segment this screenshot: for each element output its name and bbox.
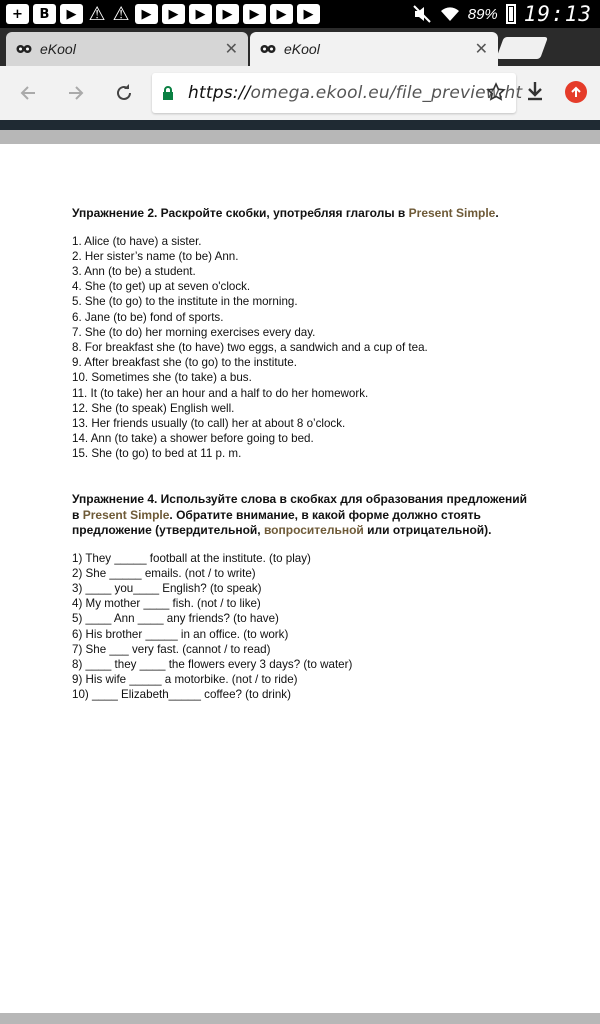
url-text[interactable] — [188, 83, 523, 103]
list-item: 15. She (to go) to bed at 11 p. m. — [72, 447, 242, 461]
youtube-icon: ▶ — [216, 4, 239, 24]
reload-button[interactable] — [110, 79, 138, 107]
address-bar[interactable] — [152, 73, 523, 113]
exercise-2-list — [72, 234, 552, 462]
title-text: или отрицательной). — [363, 523, 492, 537]
title-line-2 — [72, 508, 552, 524]
list-item: 4. She (to get) up at seven o'clock. — [72, 280, 251, 294]
viewer-bottom-margin — [0, 1013, 600, 1024]
title-line-1: Упражнение 4. Используйте слова в скобках для образования предложений — [72, 492, 528, 506]
youtube-icon: ▶ — [135, 4, 158, 24]
viewer-top-margin — [0, 130, 600, 144]
list-item: 7. She (to do) her morning exercises every day. — [72, 325, 316, 339]
new-tab-button[interactable] — [496, 37, 548, 59]
title-highlight: Present Simple — [82, 507, 170, 522]
exercise-4 — [72, 492, 552, 703]
title-suffix: . — [495, 206, 499, 220]
title-text: Упражнение 2. Раскройте скобки, употребляя глаголы в — [72, 206, 409, 220]
viewer-top-bar — [0, 120, 600, 130]
arrow-right-icon — [66, 83, 86, 103]
title-highlight: вопросительной — [263, 523, 364, 537]
youtube-icon: ▶ — [297, 4, 320, 24]
ekool-favicon-icon — [260, 42, 276, 56]
list-item: 10) ____ Elizabeth_____ coffee? (to drink) — [72, 688, 291, 702]
list-item: 1) They _____ football at the institute. (to play) — [72, 551, 311, 565]
list-item: 7) She ___ very fast. (cannot / to read) — [72, 642, 271, 656]
close-icon[interactable]: ✕ — [224, 41, 238, 58]
close-icon[interactable]: ✕ — [474, 41, 488, 58]
list-item: 5. She (to go) to the institute in the morning. — [72, 295, 298, 309]
arrow-left-icon — [18, 83, 38, 103]
vk-icon: B — [33, 4, 56, 24]
list-item: 2. Her sister’s name (to be) Ann. — [72, 249, 239, 263]
list-item: 14. Ann (to take) a shower before going to bed. — [72, 432, 314, 446]
exercise-4-list — [72, 551, 552, 703]
back-button[interactable] — [14, 79, 42, 107]
youtube-icon: ▶ — [270, 4, 293, 24]
title-text: в — [72, 507, 83, 522]
list-item: 11. It (to take) her an hour and a half to do her homework. — [72, 386, 369, 400]
exercise-2-title — [72, 206, 552, 222]
list-item: 13. Her friends usually (to call) her at about 8 o’clock. — [72, 416, 346, 430]
title-line-3 — [72, 523, 552, 539]
warning-icon: ⚠ — [88, 3, 106, 25]
tab-ekool-2[interactable] — [250, 32, 498, 66]
status-bar — [0, 0, 600, 28]
battery-icon — [506, 4, 516, 24]
notification-icons — [6, 4, 320, 24]
title-text: предложение (утвердительной, — [72, 523, 264, 537]
list-item: 2) She _____ emails. (not / to write) — [72, 566, 256, 580]
youtube-icon: ▶ — [243, 4, 266, 24]
warning-icon: ⚠ — [112, 3, 130, 25]
list-item: 6. Jane (to be) fond of sports. — [72, 310, 224, 324]
tab-strip — [0, 28, 600, 66]
exercise-4-title — [72, 492, 552, 539]
list-item: 10. Sometimes she (to take) a bus. — [72, 371, 252, 385]
reload-icon — [114, 83, 134, 103]
list-item: 3) ____ you____ English? (to speak) — [72, 581, 262, 595]
ekool-favicon-icon — [16, 42, 32, 56]
title-highlight: Present Simple — [408, 206, 496, 220]
youtube-icon: ▶ — [162, 4, 185, 24]
list-item: 8) ____ they ____ the flowers every 3 days? (to water) — [72, 657, 353, 671]
list-item: 1. Alice (to have) a sister. — [72, 234, 202, 248]
bookmark-star-icon[interactable] — [486, 82, 506, 107]
youtube-icon: ▶ — [60, 4, 83, 24]
exercise-2 — [72, 206, 552, 462]
lock-icon[interactable] — [162, 86, 176, 100]
tab-ekool-1[interactable] — [6, 32, 248, 66]
mute-icon — [412, 4, 432, 24]
title-text: . Обратите внимание, в какой форме должно стоять — [169, 507, 481, 522]
download-icon[interactable] — [524, 79, 546, 108]
list-item: 9. After breakfast she (to go) to the institute. — [72, 356, 297, 370]
url-scheme: https:// — [188, 83, 251, 103]
youtube-icon: ▶ — [189, 4, 212, 24]
tab-title: eKool — [40, 41, 76, 57]
plus-icon: + — [6, 4, 29, 24]
list-item: 8. For breakfast she (to have) two eggs, a sandwich and a cup of tea. — [72, 340, 428, 354]
list-item: 9) His wife _____ a motorbike. (not / to ride) — [72, 673, 298, 687]
list-item: 4) My mother ____ fish. (not / to like) — [72, 597, 261, 611]
url-path: omega.ekool.eu/file_preview.ht — [250, 83, 523, 103]
list-item: 12. She (to speak) English well. — [72, 401, 235, 415]
browser-toolbar — [0, 66, 600, 120]
list-item: 6) His brother _____ in an office. (to work) — [72, 627, 289, 641]
clock: 19:13 — [523, 2, 592, 26]
tab-title: eKool — [284, 41, 320, 57]
wifi-icon — [440, 5, 460, 23]
update-available-icon[interactable] — [565, 81, 587, 103]
list-item: 5) ____ Ann ____ any friends? (to have) — [72, 612, 279, 626]
battery-percent: 89% — [467, 5, 498, 23]
list-item: 3. Ann (to be) a student. — [72, 264, 196, 278]
forward-button[interactable] — [62, 79, 90, 107]
